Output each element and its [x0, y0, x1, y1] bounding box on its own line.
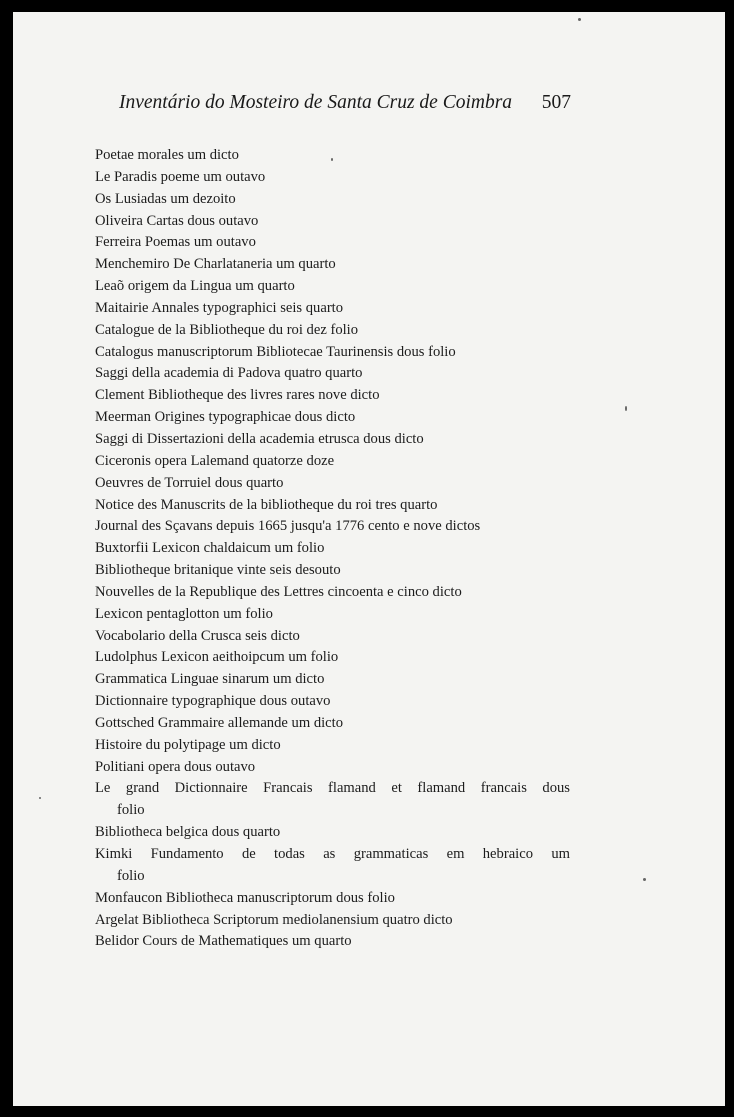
list-item: Saggi di Dissertazioni della academia etrusca dous dicto — [95, 430, 424, 447]
list-item: Buxtorfii Lexicon chaldaicum um folio — [95, 540, 325, 557]
list-item: Politiani opera dous outavo — [95, 758, 256, 775]
list-item: Meerman Origines typographicae dous dicto — [95, 409, 356, 426]
list-item: Ciceronis opera Lalemand quatorze doze — [95, 452, 335, 469]
list-item: Oliveira Cartas dous outavo — [95, 212, 259, 229]
list-item: Oeuvres de Torruiel dous quarto — [95, 474, 284, 491]
entry-line: Kimki Fundamento de todas as grammaticas em hebraico um — [95, 846, 570, 862]
scan-speck — [625, 406, 627, 411]
list-item: Belidor Cours de Mathematiques um quarto — [95, 933, 352, 950]
scan-speck — [643, 878, 646, 881]
list-item: Ferreira Poemas um outavo — [95, 234, 256, 251]
scan-speck — [578, 18, 581, 21]
list-item: Dictionnaire typographique dous outavo — [95, 693, 331, 710]
list-item: Journal des Sçavans depuis 1665 jusqu'a 1776 cento e nove dictos — [95, 518, 481, 535]
entry-continuation: folio — [117, 867, 145, 884]
list-item: Catalogue de la Bibliotheque du roi dez folio — [95, 321, 359, 338]
entry-continuation: folio — [117, 802, 145, 819]
list-item: Vocabolario della Crusca seis dicto — [95, 627, 300, 644]
list-item: Argelat Bibliotheca Scriptorum mediolanensium quatro dicto — [95, 911, 453, 928]
list-item: Nouvelles de la Republique des Lettres cincoenta e cinco dicto — [95, 583, 462, 600]
list-item: Catalogus manuscriptorum Bibliotecae Taurinensis dous folio — [95, 343, 456, 360]
scan-speck — [331, 158, 333, 161]
list-item: Poetae morales um dicto — [95, 147, 239, 163]
book-page — [13, 12, 725, 1106]
list-item: Maitairie Annales typographici seis quarto — [95, 299, 344, 316]
list-item: Gottsched Grammaire allemande um dicto — [95, 714, 344, 731]
list-item: Leaõ origem da Lingua um quarto — [95, 278, 295, 295]
list-item-wrapped — [95, 844, 570, 888]
list-item: Bibliotheca belgica dous quarto — [95, 824, 281, 841]
list-item: Grammatica Linguae sinarum um dicto — [95, 671, 325, 688]
list-item: Lexicon pentaglotton um folio — [95, 605, 273, 622]
list-item: Clement Bibliotheque des livres rares nove dicto — [95, 387, 380, 404]
list-item: Monfaucon Bibliotheca manuscriptorum dous folio — [95, 889, 395, 906]
list-item: Histoire du polytipage um dicto — [95, 736, 281, 753]
running-head — [119, 92, 569, 122]
list-item: Notice des Manuscrits de la bibliotheque du roi tres quarto — [95, 496, 438, 513]
page-number: 507 — [541, 92, 571, 113]
list-item: Os Lusiadas um dezoito — [95, 190, 236, 207]
scan-speck — [39, 797, 41, 799]
list-item-wrapped — [95, 778, 570, 822]
list-item: Menchemiro De Charlataneria um quarto — [95, 256, 336, 273]
entry-line: Le grand Dictionnaire Francais flamand et flamand francais dous — [95, 780, 570, 797]
list-item: Saggi della academia di Padova quatro quarto — [95, 365, 363, 382]
inventory-list — [95, 145, 570, 953]
list-item: Le Paradis poeme um outavo — [95, 168, 266, 185]
list-item: Bibliotheque britanique vinte seis desouto — [95, 562, 341, 579]
list-item: Ludolphus Lexicon aeithoipcum um folio — [95, 649, 339, 666]
running-title: Inventário do Mosteiro de Santa Cruz de Coimbra — [119, 92, 513, 113]
